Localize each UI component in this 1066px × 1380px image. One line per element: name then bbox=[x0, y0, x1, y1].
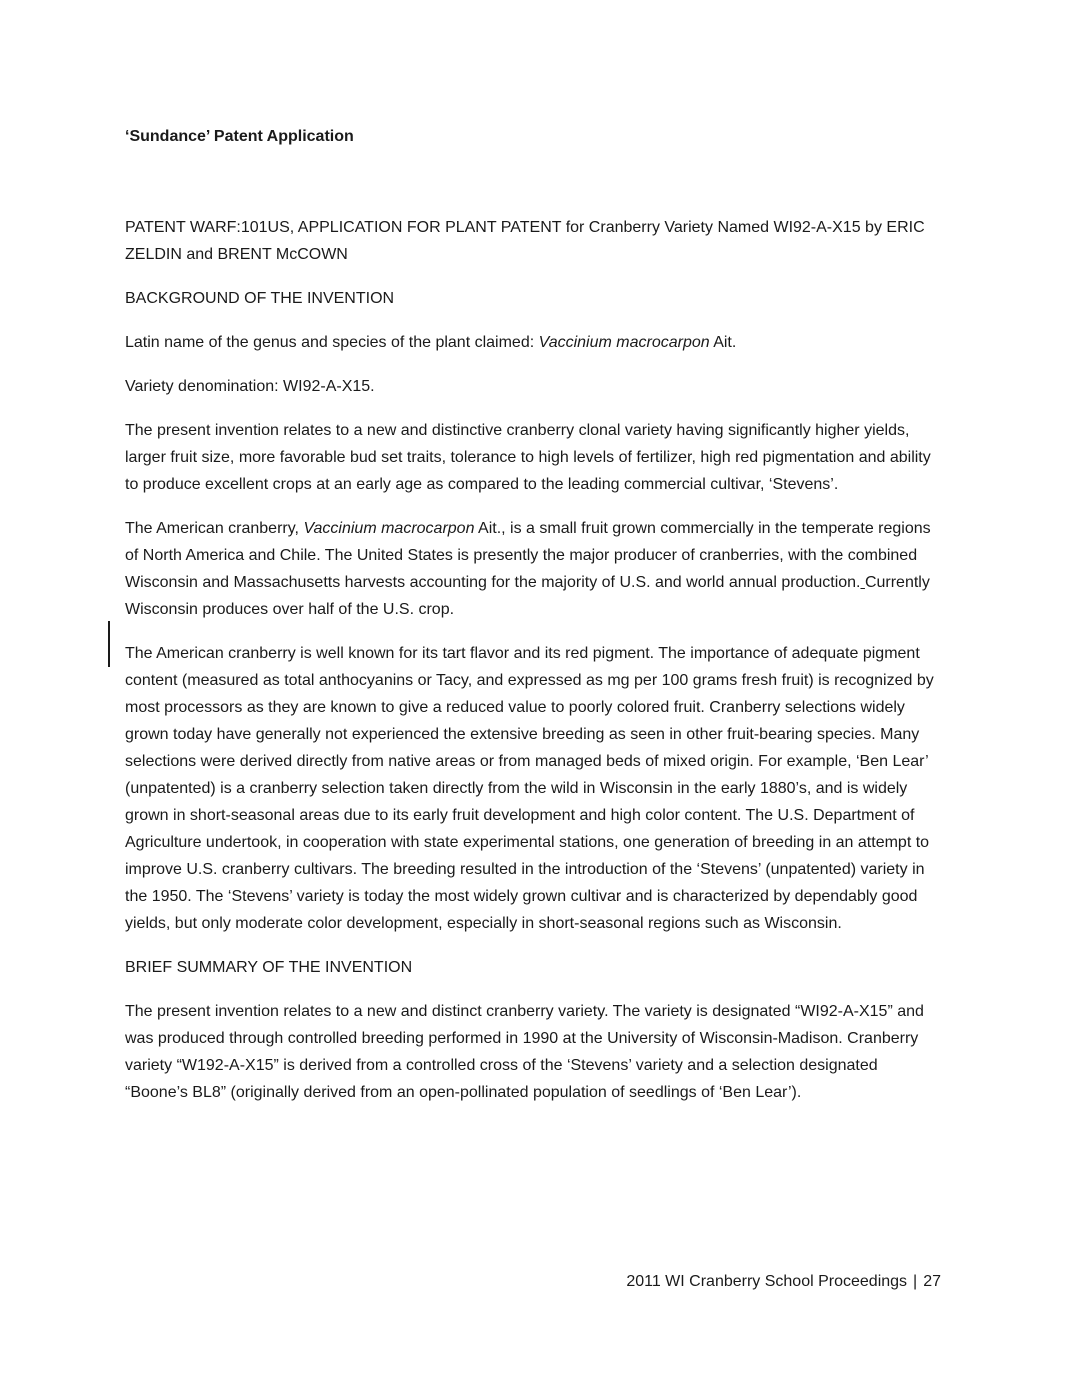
latin-name-suffix: Ait. bbox=[709, 334, 737, 351]
paragraph-pigment-breeding: The American cranberry is well known for its tart flavor and its red pigment. The importance of adequate pigment content (measured as total anthocyanins or Tacy, and expressed as mg per 100 grams fresh fruit) is recognized by most processors as they are known to give a reduced value to poorly colored fruit. Cranberry selections widely grown today have generally not experienced the extensive breeding as seen in other fruit-bearing species. Many selections were derived directly from native areas or from managed beds of mixed origin. For example, ‘Ben Lear’ (unpatented) is a cranberry selection taken directly from the wild in Wisconsin in the early 1880’s, and is widely grown in short-seasonal areas due to its early fruit development and high color content. The U.S. Department of Agriculture undertook, in cooperation with state experimental stations, one generation of breeding in an attempt to improve U.S. cranberry cultivars. The breeding resulted in the introduction of the ‘Stevens’ (unpatented) variety in the 1950. The ‘Stevens’ variety is today the most widely grown cultivar and is characterized by dependably good yields, but only moderate color development, especially in short-seasonal regions such as Wisconsin. bbox=[125, 645, 934, 932]
revision-change-bar bbox=[108, 621, 110, 667]
section-heading-background: BACKGROUND OF THE INVENTION bbox=[125, 290, 395, 307]
footer-separator: | bbox=[913, 1273, 918, 1290]
document-body bbox=[125, 214, 941, 1123]
latin-name-prefix: Latin name of the genus and species of the plant claimed: bbox=[125, 334, 539, 351]
paragraph-summary: The present invention relates to a new and distinct cranberry variety. The variety is designated “WI92-A-X15” and was produced through controlled breeding performed in 1990 at the University of Wisconsin-Madison. Cranberry variety “W192-A-X15” is derived from a controlled cross of the ‘Stevens’ variety and a selection designated “Boone’s BL8” (originally derived from an open-pollinated population of seedlings of ‘Ben Lear’). bbox=[125, 1003, 924, 1101]
footer-publication: 2011 WI Cranberry School Proceedings bbox=[626, 1273, 908, 1290]
page-footer bbox=[626, 1271, 941, 1293]
latin-species-name: Vaccinium macrocarpon bbox=[538, 334, 710, 351]
section-heading-summary: BRIEF SUMMARY OF THE INVENTION bbox=[125, 959, 413, 976]
document-title: ‘Sundance’ Patent Application bbox=[125, 128, 354, 145]
footer-page-number: 27 bbox=[923, 1273, 941, 1290]
paragraph-2-suffix: Currently Wisconsin produces over half of the U.S. crop. bbox=[125, 574, 930, 618]
variety-denomination: Variety denomination: WI92-A-X15. bbox=[125, 378, 375, 395]
latin-name-line bbox=[125, 329, 941, 356]
paragraph-invention-intro: The present invention relates to a new and distinctive cranberry clonal variety having significantly higher yields, larger fruit size, more favorable bud set traits, tolerance to high levels of fertilizer, high red pigmentation and ability to produce excellent crops at an early age as compared to the leading commercial cultivar, ‘Stevens’. bbox=[125, 422, 931, 493]
paragraph-american-cranberry bbox=[125, 515, 941, 623]
paragraph-2-middle: Ait., is a small fruit grown commercially in the temperate regions of North America and Chile. The United States is presently the major producer of cranberries, with the combined Wisconsin and Massachusetts harvests accounting for the majority of U.S. and world annual production. bbox=[125, 520, 931, 591]
paragraph-2-prefix: The American cranberry, bbox=[125, 520, 304, 537]
patent-header-line: PATENT WARF:101US, APPLICATION FOR PLANT PATENT for Cranberry Variety Named WI92-A-X15 by ERIC ZELDIN and BRENT McCOWN bbox=[125, 219, 925, 263]
paragraph-2-species: Vaccinium macrocarpon bbox=[303, 520, 475, 537]
